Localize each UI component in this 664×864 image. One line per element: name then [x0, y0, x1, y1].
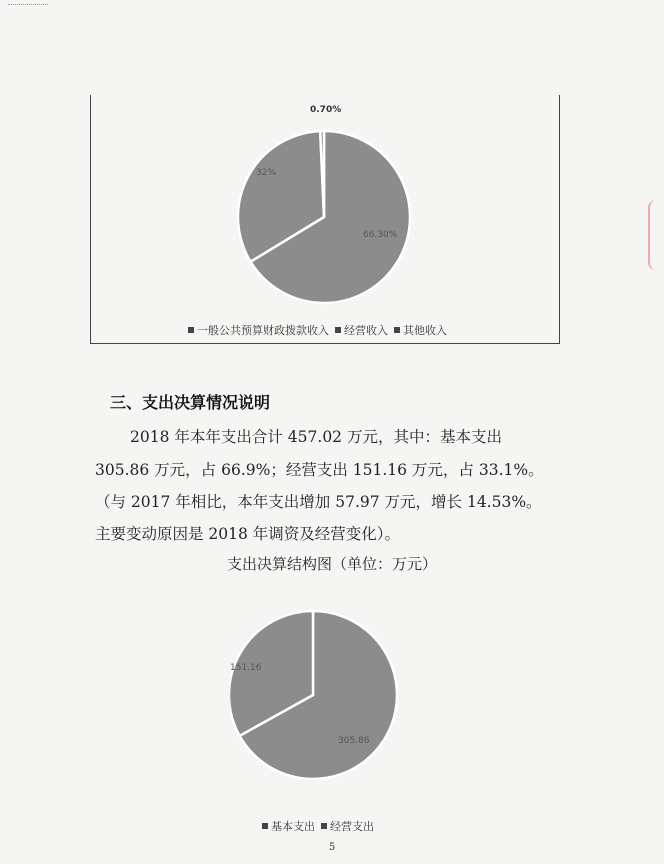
pie-data-label-basic: 305.86	[338, 736, 370, 746]
scan-edge-mark	[8, 4, 48, 7]
legend-item-operating	[321, 818, 374, 834]
body-line: 305.86 万元，占 66.9%；经营支出 151.16 万元，占 33.1%。	[95, 461, 544, 479]
legend-swatch	[335, 327, 341, 333]
legend-swatch	[188, 327, 194, 333]
expenditure-chart-title: 支出决算结构图（单位：万元）	[226, 555, 437, 573]
legend-label: 基本支出	[271, 820, 315, 833]
pie-data-label-operating: 32%	[256, 168, 277, 178]
pie-data-label-other: 0.70%	[310, 105, 342, 115]
income-pie-legend	[188, 322, 447, 338]
income-pie-svg	[91, 95, 559, 343]
legend-label: 其他收入	[403, 324, 447, 337]
legend-item-basic	[262, 818, 315, 834]
body-line: 主要变动原因是 2018 年调资及经营变化）。	[95, 525, 401, 543]
legend-item-operating	[335, 322, 388, 338]
page-number: 5	[328, 842, 336, 853]
legend-item-other	[394, 322, 447, 338]
section-heading: 三、支出决算情况说明	[110, 393, 271, 412]
expenditure-pie-legend	[262, 818, 374, 834]
legend-swatch	[394, 327, 400, 333]
body-line: （与 2017 年相比，本年支出增加 57.97 万元，增长 14.53%。	[95, 493, 542, 511]
pie-data-label-general-budget: 66.30%	[363, 230, 398, 240]
expenditure-pie-svg	[230, 600, 430, 810]
pie-data-label-operating: 151.16	[230, 663, 262, 673]
body-line: 2018 年本年支出合计 457.02 万元，其中：基本支出	[130, 428, 502, 446]
legend-label: 经营支出	[330, 820, 374, 833]
legend-item-general-budget	[188, 322, 329, 338]
legend-label: 经营收入	[344, 324, 388, 337]
income-pie-chart	[90, 95, 560, 344]
legend-label: 一般公共预算财政拨款收入	[197, 324, 329, 337]
legend-swatch	[321, 823, 327, 829]
red-stamp-fragment	[648, 200, 664, 270]
expenditure-pie-chart	[230, 600, 430, 835]
legend-swatch	[262, 823, 268, 829]
